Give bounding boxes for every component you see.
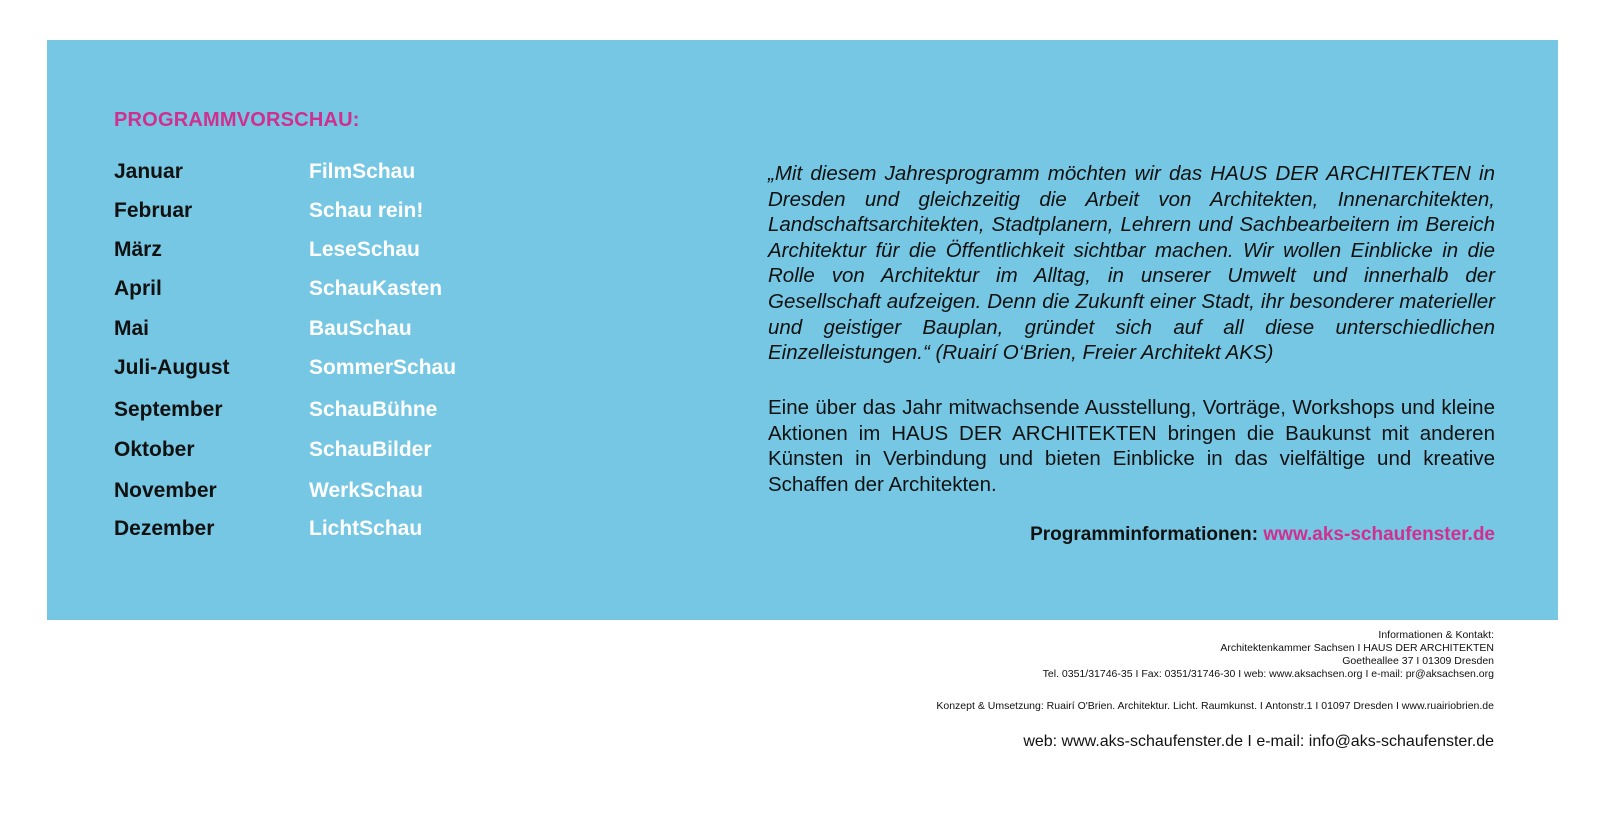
schedule-month: Januar	[114, 160, 183, 183]
program-info-link[interactable]: www.aks-schaufenster.de	[1263, 524, 1495, 545]
program-info-label: Programminformationen:	[1030, 524, 1259, 545]
schedule-month: Mai	[114, 317, 150, 340]
schedule-event: WerkSchau	[309, 479, 423, 502]
schedule-month: März	[114, 238, 162, 261]
contact-line: Architektenkammer Sachsen I HAUS DER ARCHITEKTEN	[1220, 642, 1494, 654]
schedule-event: LeseSchau	[309, 238, 420, 261]
web-contact-line: web: www.aks-schaufenster.de I e-mail: info@aks-schaufenster.de	[1023, 733, 1494, 750]
contact-line: Informationen & Kontakt:	[1378, 629, 1494, 641]
schedule-month: Oktober	[114, 438, 195, 461]
contact-line: Goetheallee 37 I 01309 Dresden	[1342, 655, 1494, 667]
program-info	[1030, 524, 1495, 546]
schedule-event: SchauBilder	[309, 438, 432, 461]
schedule-month: Februar	[114, 199, 193, 222]
quote-paragraph: „Mit diesem Jahresprogramm möchten wir das HAUS DER ARCHITEKTEN in Dresden und gleichzeitig die Arbeit von Architekten, Innenarchitekten, Landschaftsarchitekten, Stadtplanern, Lehrern und Sachbearbeitern im Bereich Architektur für die Öffentlichkeit sichtbar machen. Wir wollen Einblicke in die Rolle von Architektur im Alltag, in unserer Umwelt und innerhalb der Gesellschaft aufzeigen. Denn die Zukunft einer Stadt, ihr besonderer materieller und geistiger Bauplan, gründet sich auf all diese unterschiedlichen Einzelleistungen.“ (Ruairí O‘Brien, Freier Architekt AKS)	[768, 162, 1495, 365]
schedule-event: SchauBühne	[309, 398, 438, 421]
schedule-month: November	[114, 479, 217, 502]
contact-line: Tel. 0351/31746-35 I Fax: 0351/31746-30 I web: www.aksachsen.org I e-mail: pr@aksachsen.org	[1042, 668, 1494, 680]
schedule-event: SchauKasten	[309, 277, 443, 300]
schedule-event: FilmSchau	[309, 160, 416, 183]
schedule-month: April	[114, 277, 162, 300]
schedule-event: SommerSchau	[309, 356, 457, 379]
description-paragraph: Eine über das Jahr mitwachsende Ausstellung, Vorträge, Workshops und kleine Aktionen im HAUS DER ARCHITEKTEN bringen die Baukunst mit anderen Künsten in Verbindung und bieten Einblicke in das vielfältige und kreative Schaffen der Architekten.	[768, 396, 1495, 496]
program-panel	[47, 40, 1558, 620]
schedule-month: September	[114, 398, 223, 421]
schedule-month: Juli-August	[114, 356, 230, 379]
schedule-event: LichtSchau	[309, 517, 423, 540]
contact-block	[1043, 629, 1494, 681]
schedule-month: Dezember	[114, 517, 215, 540]
schedule-event: BauSchau	[309, 317, 412, 340]
schedule-event: Schau rein!	[309, 199, 424, 222]
concept-line: Konzept & Umsetzung: Ruairí O'Brien. Architektur. Licht. Raumkunst. I Antonstr.1 I 01097 Dresden I www.ruairiobrien.de	[936, 700, 1494, 712]
program-heading: PROGRAMMVORSCHAU:	[114, 109, 360, 131]
